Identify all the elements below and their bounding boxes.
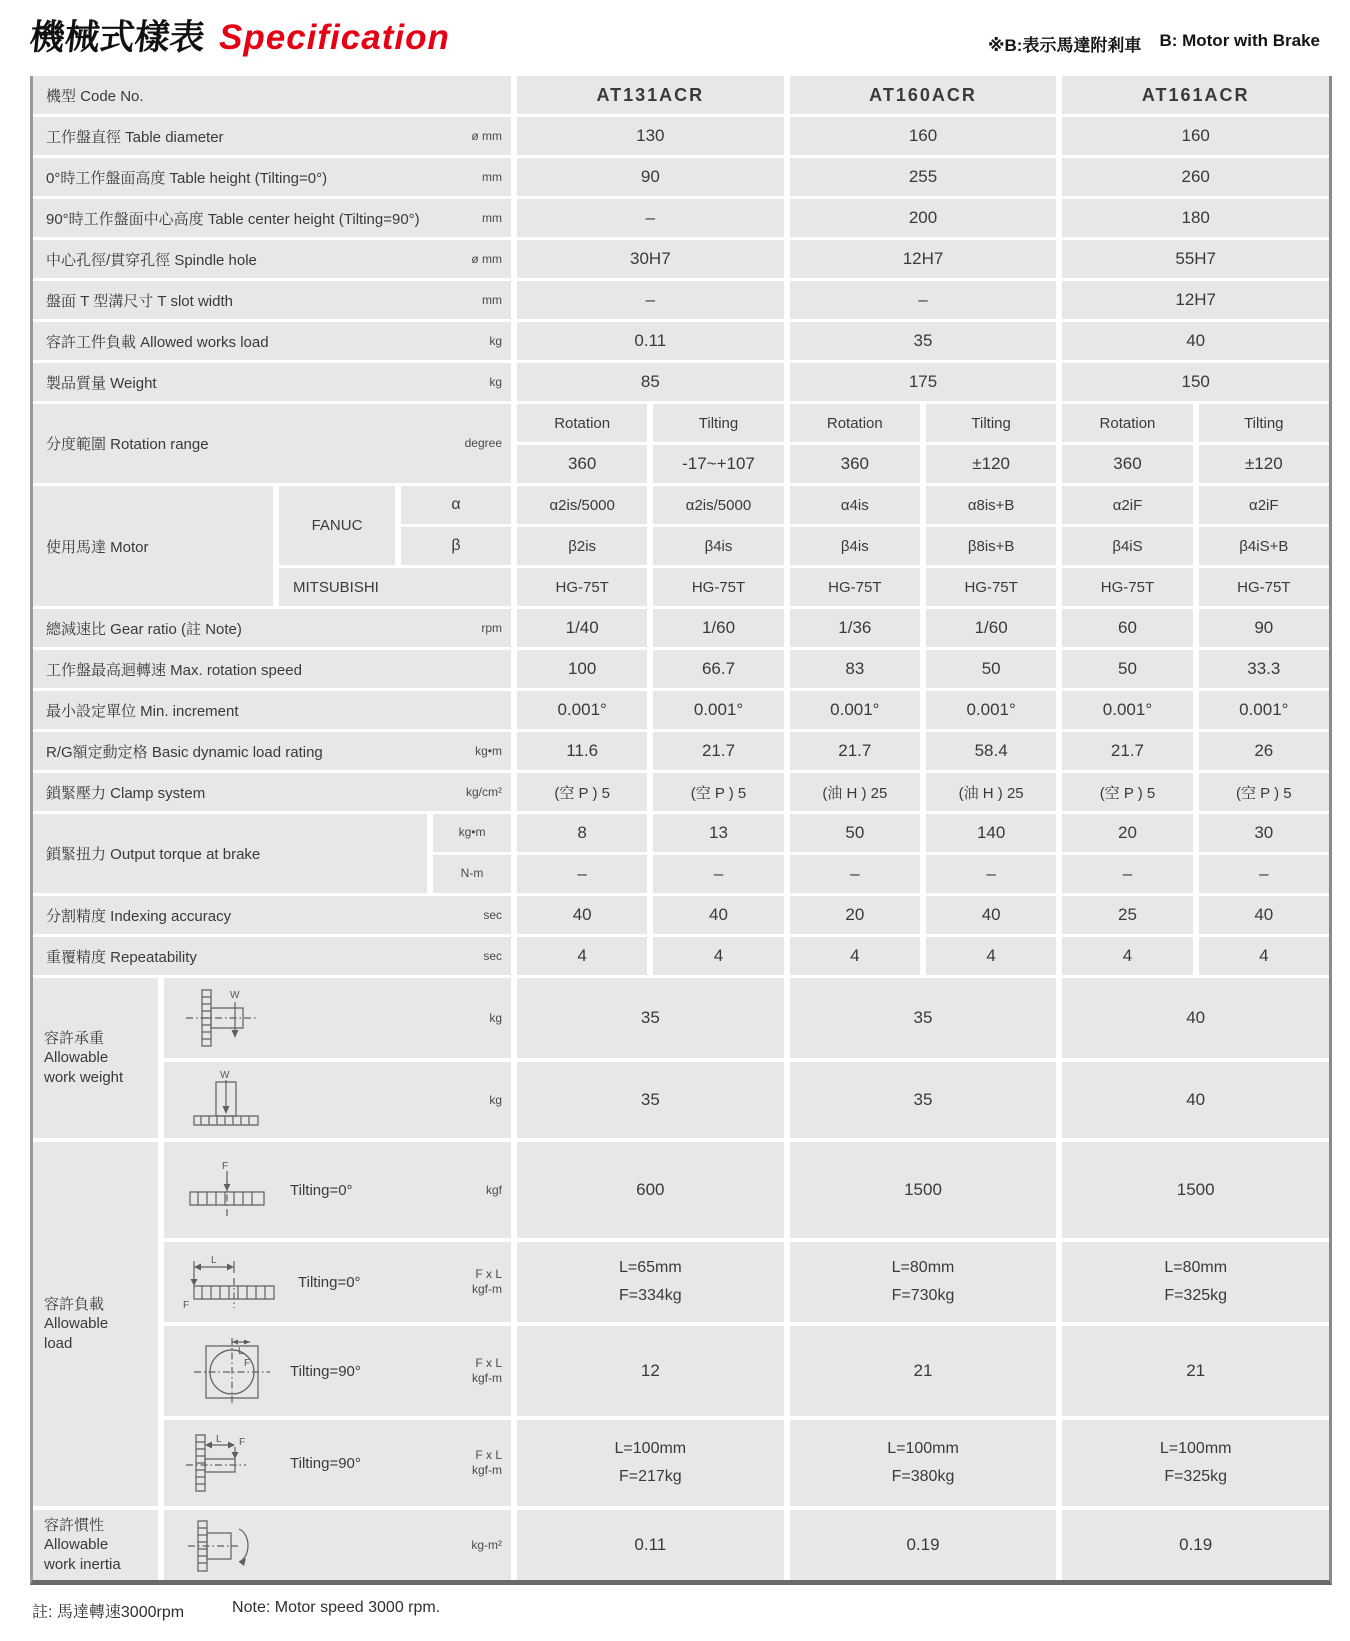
row-label: 分度範圍 Rotation range [46,436,209,453]
row-unit: kg [489,1010,502,1025]
cell-value: 0.001° [1062,691,1192,729]
mitsubishi-label: MITSUBISHI [293,578,379,596]
beta-label: β [451,537,461,554]
row-label: 中心孔徑/貫穿孔徑 Spindle hole [46,251,257,269]
cell-value: HG-75T [790,568,920,606]
row-rotation-range [33,404,1329,483]
cell-value: 13 [653,814,783,852]
row-indexing-accuracy [33,896,1329,934]
row-label-cell [33,363,511,401]
row-allowed-works-load [33,322,1329,360]
cell-value: 12H7 [1062,281,1329,319]
cell-value: 1500 [1062,1142,1329,1238]
row-unit: mm [482,292,502,307]
cell-value: 0.11 [517,1510,784,1580]
row-unit: F x L kgf-m [472,1448,502,1477]
cell-value: 130 [517,117,784,155]
cell-value: (油 H ) 25 [926,773,1056,811]
subheader-rotation: Rotation [1062,404,1192,442]
cell-value: ±120 [1199,445,1329,483]
subheader-tilting: Tilting [1199,404,1329,442]
cell-value: – [1062,855,1192,893]
cell-value: (油 H ) 25 [790,773,920,811]
cell-value: 160 [790,117,1057,155]
row-table-diameter [33,117,1329,155]
mitsubishi-label-cell [279,568,511,606]
row-unit: kg [489,374,502,389]
cell-value: 8 [517,814,647,852]
row-label-cell [33,896,511,934]
brake-note-en: B: Motor with Brake [1159,31,1320,50]
cell-value: α2iF [1062,486,1192,524]
cell-value: HG-75T [1062,568,1192,606]
row-label-cell [33,404,511,483]
section-label-cell [33,1510,158,1580]
diagram-cell [164,1326,511,1416]
vertical-table-weight-icon [180,986,276,1050]
cell-value: α2is/5000 [517,486,647,524]
row-max-rotation-speed [33,650,1329,688]
cell-value: 12 [517,1326,784,1416]
cell-value: 35 [790,1062,1057,1138]
model-name: AT131ACR [517,76,784,114]
cell-value: 60 [1062,609,1192,647]
cell-value: 40 [1062,322,1329,360]
cell-value: 260 [1062,158,1329,196]
cell-value: 35 [790,322,1057,360]
cell-value: 1/60 [653,609,783,647]
cell-value: (空 P ) 5 [1199,773,1329,811]
row-label: 最小設定單位 Min. increment [46,702,239,720]
subheader-tilting: Tilting [926,404,1056,442]
cell-value: 40 [653,896,783,934]
row-motor [33,486,1329,606]
tilt0-center-force-icon [180,1158,276,1222]
row-code-no [33,76,1329,114]
cell-value: 21.7 [790,732,920,770]
page-title-en: Specification [219,18,450,57]
row-min-increment [33,691,1329,729]
cell-value: 90 [517,158,784,196]
row-label-cell [33,937,511,975]
cell-value: 40 [1062,1062,1329,1138]
cell-value: 4 [517,937,647,975]
svg-text:L: L [216,1434,222,1445]
cell-value: 4 [653,937,783,975]
cell-value: β4is [790,527,920,565]
cell-value: L=65mm F=334kg [517,1242,784,1322]
cell-value: L=100mm F=325kg [1062,1420,1329,1506]
cell-value: – [790,281,1057,319]
svg-text:F: F [244,1358,251,1369]
row-label: 製品質量 Weight [46,374,157,392]
cell-value: 0.001° [653,691,783,729]
cell-value: 30H7 [517,240,784,278]
cell-value: HG-75T [926,568,1056,606]
cell-value: 1500 [790,1142,1057,1238]
row-unit: mm [482,169,502,184]
cell-value: 1/40 [517,609,647,647]
row-label: 工作盤最高迴轉速 Max. rotation speed [46,661,302,679]
row-repeatability [33,937,1329,975]
section-label-zh: 容許承重 [44,1029,105,1047]
cell-value: 26 [1199,732,1329,770]
row-label: 鎖緊扭力 Output torque at brake [46,846,261,863]
model-name: AT160ACR [790,76,1057,114]
subheader-tilting: Tilting [653,404,783,442]
diagram-cell [164,1420,511,1506]
cell-value: β4is [653,527,783,565]
cell-value: α2is/5000 [653,486,783,524]
cell-value: 33.3 [1199,650,1329,688]
row-output-torque [33,814,1329,893]
row-spindle-hole [33,240,1329,278]
row-allowable-work-inertia [33,1510,1329,1580]
row-label: 鎖緊壓力 Clamp system [46,784,206,802]
section-label-zh: 容許慣性 [44,1516,105,1534]
row-label: 盤面 T 型溝尺寸 T slot width [46,292,233,310]
cell-value: 4 [1199,937,1329,975]
horizontal-table-weight-icon [180,1068,276,1132]
motor-label: 使用馬達 Motor [46,538,149,556]
cell-value: 21.7 [1062,732,1192,770]
row-unit: kg-m² [471,1537,502,1552]
cell-value: 0.001° [1199,691,1329,729]
torque-unit: N-m [433,855,511,893]
cell-value: 0.19 [1062,1510,1329,1580]
cell-value: 12H7 [790,240,1057,278]
footer-note-zh: 註: 馬達轉速3000rpm [32,1604,185,1621]
cell-value: 20 [1062,814,1192,852]
tilting-caption: Tilting=0° [298,1273,361,1291]
cell-value: – [653,855,783,893]
cell-value: 55H7 [1062,240,1329,278]
cell-value: 66.7 [653,650,783,688]
row-unit: ø mm [471,128,502,143]
cell-value: 83 [790,650,920,688]
cell-value: – [926,855,1056,893]
section-label-en: work weight [44,1068,124,1086]
cell-value: 40 [1062,978,1329,1058]
cell-value: 35 [517,978,784,1058]
section-label-en: Allowable [44,1315,109,1333]
row-label-cell [33,814,427,893]
cell-value: 50 [1062,650,1192,688]
cell-value: 30 [1199,814,1329,852]
row-unit: F x L kgf-m [472,1267,502,1296]
cell-value: 50 [926,650,1056,688]
cell-value: 255 [790,158,1057,196]
row-table-center-height [33,199,1329,237]
cell-value: – [517,281,784,319]
cell-value: – [517,199,784,237]
section-allowable-work-weight [33,978,1329,1138]
cell-value: β2is [517,527,647,565]
svg-text:F: F [183,1300,190,1311]
cell-value: α8is+B [926,486,1056,524]
cell-value: 600 [517,1142,784,1238]
cell-value: HG-75T [1199,568,1329,606]
alpha-label-cell [401,486,511,524]
row-label: 90°時工作盤面中心高度 Table center height (Tilting=90°) [46,210,420,228]
cell-value: L=80mm F=325kg [1062,1242,1329,1322]
diagram-cell [164,1242,511,1322]
row-unit: mm [482,210,502,225]
row-gear-ratio [33,609,1329,647]
cell-value: 0.11 [517,322,784,360]
svg-text:F: F [222,1161,229,1172]
title-bar [0,0,1350,70]
cell-value: 1/36 [790,609,920,647]
subheader-rotation: Rotation [790,404,920,442]
diagram-cell [164,978,511,1058]
cell-value: (空 P ) 5 [517,773,647,811]
cell-value: 11.6 [517,732,647,770]
fanuc-label: FANUC [311,517,363,534]
svg-text:L: L [211,1255,217,1266]
cell-value: 0.001° [517,691,647,729]
cell-value: 4 [926,937,1056,975]
cell-value: 20 [790,896,920,934]
row-label: 重覆精度 Repeatability [46,948,197,966]
cell-value: 0.19 [790,1510,1057,1580]
svg-text:W: W [220,1070,230,1081]
section-label-en: Allowable [44,1536,109,1554]
row-unit: sec [483,948,502,963]
cell-value: 0.001° [926,691,1056,729]
row-weight [33,363,1329,401]
cell-value: 200 [790,199,1057,237]
row-label-cell [33,281,511,319]
spec-table [30,76,1332,1585]
cell-value: 40 [1199,896,1329,934]
cell-value: 4 [1062,937,1192,975]
row-label: 工作盤直徑 Table diameter [46,128,224,146]
row-label: 分割精度 Indexing accuracy [46,907,232,925]
cell-value: 175 [790,363,1057,401]
cell-value: 58.4 [926,732,1056,770]
svg-text:W: W [230,990,240,1001]
cell-value: 85 [517,363,784,401]
model-name: AT161ACR [1062,76,1329,114]
tilting-caption: Tilting=0° [290,1181,353,1199]
row-label-cell [33,732,511,770]
cell-value: 1/60 [926,609,1056,647]
row-label: 容許工件負載 Allowed works load [46,333,269,351]
beta-label-cell [401,527,511,565]
brake-note-zh: ※B:表示馬達附剎車 [987,36,1142,55]
row-unit: degree [464,436,502,450]
section-label-en: Allowable [44,1049,109,1067]
cell-value: – [1199,855,1329,893]
row-label: R/G額定動定格 Basic dynamic load rating [46,743,323,761]
row-unit: kg•m [475,743,502,758]
section-label-zh: 容許負載 [44,1295,105,1313]
section-label-cell [33,978,158,1138]
row-unit: F x L kgf-m [472,1356,502,1385]
row-dynamic-load-rating [33,732,1329,770]
brake-note [988,31,1320,60]
section-allowable-load [33,1142,1329,1506]
cell-value: 160 [1062,117,1329,155]
row-unit: kg/cm² [466,784,502,799]
row-t-slot-width [33,281,1329,319]
row-table-height [33,158,1329,196]
cell-value: L=100mm F=217kg [517,1420,784,1506]
footer-note [32,1599,1350,1622]
cell-value: 50 [790,814,920,852]
cell-value: α4is [790,486,920,524]
diagram-cell [164,1062,511,1138]
cell-value: 35 [790,978,1057,1058]
cell-value: 360 [1062,445,1192,483]
tilt90-offset-force-icon [180,1431,276,1495]
code-label-cell [33,76,511,114]
section-label-en: load [44,1334,73,1352]
torque-unit: kg•m [433,814,511,852]
cell-value: HG-75T [517,568,647,606]
svg-text:L: L [238,1346,244,1357]
alpha-label: α [451,496,461,513]
cell-value: – [790,855,920,893]
cell-value: L=100mm F=380kg [790,1420,1057,1506]
tilt90-front-view-icon [180,1336,276,1406]
cell-value: β4iS [1062,527,1192,565]
cell-value: 35 [517,1062,784,1138]
cell-value: β4iS+B [1199,527,1329,565]
row-label: 0°時工作盤面高度 Table height (Tilting=0°) [46,169,328,187]
row-label-cell [33,609,511,647]
tilting-caption: Tilting=90° [290,1362,361,1380]
cell-value: HG-75T [653,568,783,606]
footer-note-en: Note: Motor speed 3000 rpm. [232,1599,441,1616]
cell-value: 21 [1062,1326,1329,1416]
code-label: 機型 Code No. [46,87,144,105]
tilting-caption: Tilting=90° [290,1454,361,1472]
row-label-cell [33,158,511,196]
cell-value: 40 [517,896,647,934]
cell-value: 90 [1199,609,1329,647]
row-label-cell [33,199,511,237]
row-unit: rpm [481,620,502,635]
cell-value: ±120 [926,445,1056,483]
page-title [27,10,450,60]
subheader-rotation: Rotation [517,404,647,442]
rotation-inertia-icon [180,1515,276,1575]
cell-value: 180 [1062,199,1329,237]
cell-value: 40 [926,896,1056,934]
diagram-cell [164,1510,511,1580]
cell-value: 360 [790,445,920,483]
cell-value: 0.001° [790,691,920,729]
row-label-cell [33,650,511,688]
cell-value: 21 [790,1326,1057,1416]
tilt0-offset-force-icon [180,1250,284,1314]
row-label-cell [33,322,511,360]
cell-value: α2iF [1199,486,1329,524]
row-label: 總減速比 Gear ratio (註 Note) [46,620,242,638]
cell-value: 100 [517,650,647,688]
row-label-cell [33,240,511,278]
row-label-cell [33,773,511,811]
row-unit: kgf [485,1182,502,1197]
cell-value: (空 P ) 5 [653,773,783,811]
cell-value: -17~+107 [653,445,783,483]
cell-value: (空 P ) 5 [1062,773,1192,811]
row-label-cell [33,117,511,155]
cell-value: 150 [1062,363,1329,401]
svg-text:F: F [239,1437,246,1448]
cell-value: 21.7 [653,732,783,770]
motor-label-cell [33,486,273,606]
cell-value: β8is+B [926,527,1056,565]
cell-value: 140 [926,814,1056,852]
cell-value: L=80mm F=730kg [790,1242,1057,1322]
page-title-zh: 機械式樣表 [27,18,207,57]
row-unit: kg [489,1092,502,1107]
row-clamp-system [33,773,1329,811]
cell-value: 25 [1062,896,1192,934]
fanuc-label-cell [279,486,395,565]
diagram-cell [164,1142,511,1238]
section-label-en: work inertia [44,1555,121,1573]
cell-value: – [517,855,647,893]
cell-value: 360 [517,445,647,483]
row-unit: sec [483,907,502,922]
section-label-cell [33,1142,158,1506]
cell-value: 4 [790,937,920,975]
row-label-cell [33,691,511,729]
row-unit: ø mm [471,251,502,266]
row-unit: kg [489,333,502,348]
